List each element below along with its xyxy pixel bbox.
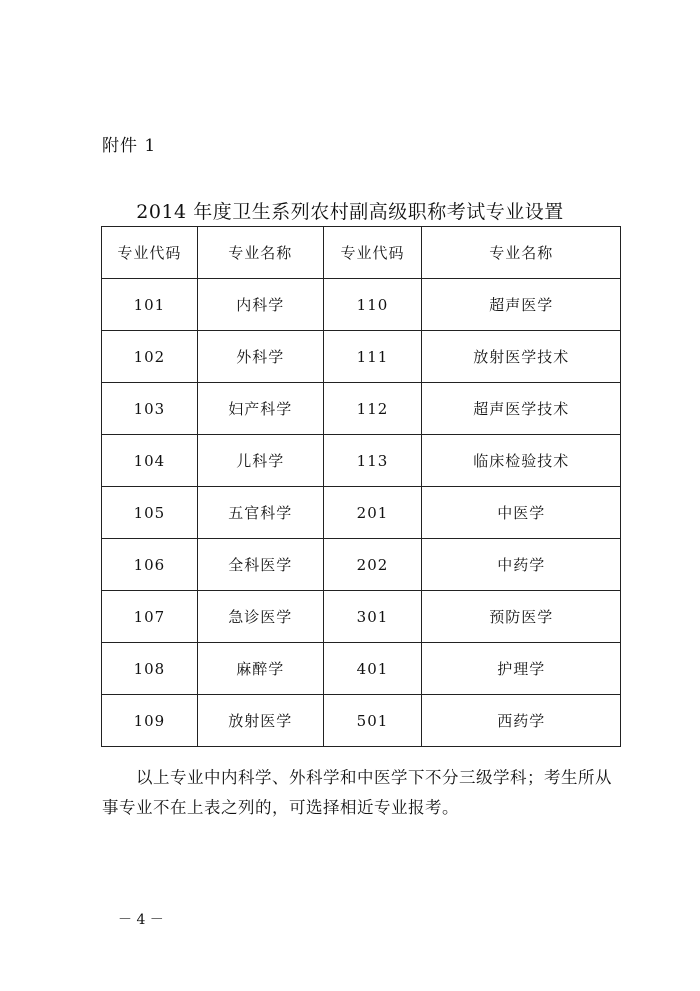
- table-cell: 中药学: [422, 539, 621, 591]
- majors-table: [101, 226, 621, 747]
- table-cell: 儿科学: [197, 435, 323, 487]
- table-cell: 105: [102, 487, 198, 539]
- table-cell: 妇产科学: [197, 383, 323, 435]
- table-row: [102, 539, 621, 591]
- table-cell: 104: [102, 435, 198, 487]
- table-cell: 401: [323, 643, 422, 695]
- table-cell: 麻醉学: [197, 643, 323, 695]
- table-cell: 外科学: [197, 331, 323, 383]
- table-cell: 超声医学: [422, 279, 621, 331]
- table-row: [102, 695, 621, 747]
- table-cell: 110: [323, 279, 422, 331]
- table-cell: 全科医学: [197, 539, 323, 591]
- table-cell: 106: [102, 539, 198, 591]
- table-row: [102, 487, 621, 539]
- table-cell: 内科学: [197, 279, 323, 331]
- table-cell: 护理学: [422, 643, 621, 695]
- table-cell: 急诊医学: [197, 591, 323, 643]
- page-number: － 4 －: [118, 912, 164, 928]
- table-cell: 107: [102, 591, 198, 643]
- table-cell: 201: [323, 487, 422, 539]
- attachment-label: 附件 1: [102, 136, 157, 156]
- table-cell: 中医学: [422, 487, 621, 539]
- table-cell: 101: [102, 279, 198, 331]
- table-cell: 临床检验技术: [422, 435, 621, 487]
- table-cell: 103: [102, 383, 198, 435]
- table-cell: 放射医学: [197, 695, 323, 747]
- header-code-1: 专业代码: [102, 227, 198, 279]
- table-cell: 放射医学技术: [422, 331, 621, 383]
- table-row: [102, 643, 621, 695]
- table-cell: 113: [323, 435, 422, 487]
- table-cell: 108: [102, 643, 198, 695]
- table-note: 以上专业中内科学、外科学和中医学下不分三级学科；考生所从事专业不在上表之列的，可选择相近专业报考。: [102, 768, 612, 817]
- table-cell: 超声医学技术: [422, 383, 621, 435]
- table-cell: 301: [323, 591, 422, 643]
- table-row: [102, 383, 621, 435]
- table-cell: 西药学: [422, 695, 621, 747]
- table-cell: 五官科学: [197, 487, 323, 539]
- header-name-2: 专业名称: [422, 227, 621, 279]
- table-cell: 109: [102, 695, 198, 747]
- table-row: [102, 279, 621, 331]
- table-header-row: [102, 227, 621, 279]
- header-code-2: 专业代码: [323, 227, 422, 279]
- table-cell: 102: [102, 331, 198, 383]
- table-cell: 111: [323, 331, 422, 383]
- table-row: [102, 591, 621, 643]
- table-cell: 112: [323, 383, 422, 435]
- table-cell: 501: [323, 695, 422, 747]
- header-name-1: 专业名称: [197, 227, 323, 279]
- document-title: 2014 年度卫生系列农村副高级职称考试专业设置: [136, 201, 564, 223]
- table-row: [102, 435, 621, 487]
- table-cell: 预防医学: [422, 591, 621, 643]
- table-row: [102, 331, 621, 383]
- table-cell: 202: [323, 539, 422, 591]
